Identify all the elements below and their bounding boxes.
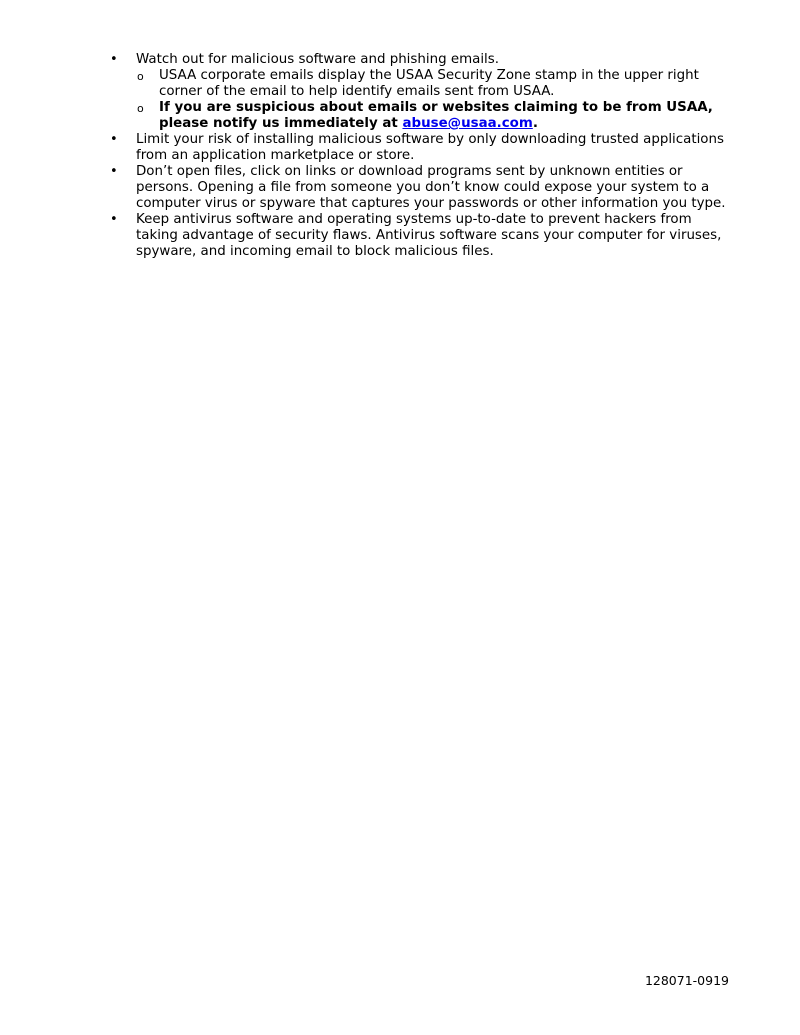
- sub-bullet-list: [136, 68, 730, 132]
- document-content: [0, 52, 800, 260]
- sub-item-security-zone: [136, 68, 730, 100]
- list-item-text: Keep antivirus software and operating systems up-to-date to prevent hackers from taking advantage of security flaws. Antivirus software scans your computer for viruses, spyware, and incoming email to block malicious files.: [136, 212, 722, 259]
- bullet-icon: •: [110, 212, 118, 227]
- bullet-icon: •: [110, 164, 118, 179]
- sub-bullet-icon: o: [137, 102, 144, 115]
- list-item-antivirus: [0, 212, 800, 260]
- sub-item-text: USAA corporate emails display the USAA Security Zone stamp in the upper right corner of the email to help identify emails sent from USAA.: [159, 68, 699, 99]
- bullet-icon: •: [110, 132, 118, 147]
- bullet-list: [0, 52, 800, 260]
- list-item-text: Limit your risk of installing malicious software by only downloading trusted applications from an application marketplace or store.: [136, 132, 724, 163]
- abuse-email-link[interactable]: abuse@usaa.com: [402, 116, 533, 131]
- list-item-text: Don’t open files, click on links or download programs sent by unknown entities or persons. Opening a file from someone you don’t know could expose your system to a computer virus or spyware that captures your passwords or other information you type.: [136, 164, 726, 211]
- sub-item-report-abuse: [136, 100, 730, 132]
- sub-bullet-icon: o: [137, 70, 144, 83]
- list-item-text: Watch out for malicious software and phishing emails.: [136, 52, 499, 67]
- list-item-unknown-files: [0, 164, 800, 212]
- document-code: 128071-0919: [644, 973, 729, 988]
- bullet-icon: •: [110, 52, 118, 67]
- sub-item-text: If you are suspicious about emails or websites claiming to be from USAA, please notify us immediately at: [159, 100, 713, 131]
- list-item-malware-phishing: [0, 52, 800, 132]
- sub-item-period: .: [532, 116, 538, 131]
- list-item-trusted-apps: [0, 132, 800, 164]
